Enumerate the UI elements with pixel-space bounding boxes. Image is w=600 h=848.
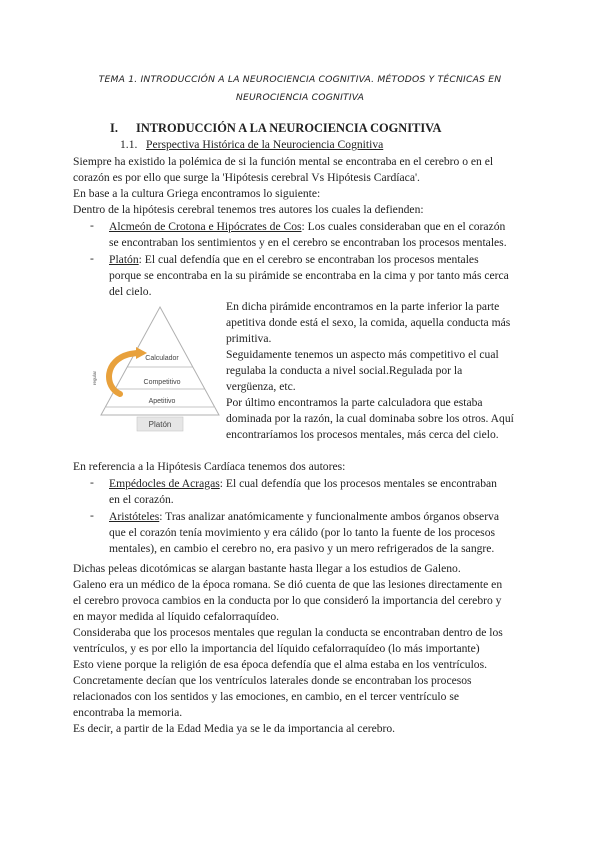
list-item-text: mentales), en cambio el cerebro no, era pasivo y un mero refrigerados de la sangre. [109, 542, 495, 555]
pyramid-text-line: Seguidamente tenemos un aspecto más competitivo el cual [226, 348, 499, 361]
galeno-line: Es decir, a partir de la Edad Media ya se le da importancia al cerebro. [73, 722, 396, 735]
list-bullet: - [90, 509, 94, 522]
level-label-competitivo: Competitivo [143, 379, 181, 386]
pyramid-text-line: apetitiva donde está el sexo, la comida, aquella conducta más [226, 316, 511, 329]
intro-line: Dentro de la hipótesis cerebral tenemos tres autores los cuales la defienden: [73, 203, 424, 216]
galeno-line: Esto viene porque la religión de esa época defendía que el alma estaba en los ventrículos. [73, 658, 487, 671]
title-line-1: TEMA 1. INTRODUCCIÓN A LA NEUROCIENCIA COGNITIVA. MÉTODOS Y TÉCNICAS EN [98, 74, 502, 85]
galeno-line: Galeno era un médico de la época romana. Se dió cuenta de que las lesiones directamente en [73, 578, 503, 591]
author-name: Aristóteles [109, 510, 160, 523]
list-item-text: que el corazón tenía movimiento y era cálido (por lo tanto la fuente de los procesos [109, 526, 496, 539]
level-label-calculador: Calculador [145, 355, 179, 362]
document-title [90, 71, 510, 107]
galeno-line: encontraba la memoria. [73, 706, 183, 719]
list-item-text: : Tras analizar anatómicamente y funcionalmente ambos órganos observa [159, 510, 500, 523]
diagram-caption: Platón [148, 420, 172, 429]
author-name: Empédocles de Acragas [109, 477, 220, 490]
list-item-text: en el corazón. [109, 493, 174, 506]
galeno-line: el cerebro provoca cambios en la conducta por lo que consideró la importancia del cerebro y [73, 594, 502, 607]
level-label-apetitivo: Apetitivo [148, 398, 176, 405]
pyramid-text-line: dominada por la razón, la cual dominaba sobre los otros. Aquí [226, 412, 514, 425]
title-line-2: NEUROCIENCIA COGNITIVA [235, 92, 365, 103]
list-bullet: - [90, 219, 94, 232]
list-item-text: : El cual defendía que en el cerebro se encontraban los procesos mentales [138, 253, 479, 266]
plato-pyramid-diagram [92, 303, 222, 433]
side-label: regular [92, 370, 97, 385]
intro-line: corazón es por ello que surge la 'Hipótesis cerebral Vs Hipótesis Cardíaca'. [73, 171, 420, 184]
author-name: Platón [109, 253, 139, 266]
list-item-text: se encontraban los sentimientos y en el cerebro se encontraban los procesos mentales. [109, 236, 507, 249]
pyramid-text-line: encontraríamos los procesos mentales, más cerca del cielo. [226, 428, 499, 441]
pyramid-text-line: En dicha pirámide encontramos en la parte inferior la parte [226, 300, 500, 313]
galeno-line: Dichas peleas dicotómicas se alargan bastante hasta llegar a los estudios de Galeno. [73, 562, 461, 575]
pyramid-text-line: primitiva. [226, 332, 272, 345]
cardiaca-intro: En referencia a la Hipótesis Cardíaca tenemos dos autores: [73, 460, 346, 473]
list-item-platon [109, 252, 479, 268]
galeno-line: Consideraba que los procesos mentales que regulan la conducta se encontraban dentro de los [73, 626, 503, 639]
pyramid-text-line: vergüenza, etc. [226, 380, 296, 393]
list-item-alcmeon [109, 219, 505, 235]
list-item-aristoteles [109, 509, 499, 525]
list-bullet: - [90, 476, 94, 489]
list-item-text: del cielo. [109, 285, 152, 298]
galeno-line: ventrículos, y es por ello la importancia del líquido cefalorraquídeo (lo más importante) [73, 642, 480, 655]
author-name: Alcmeón de Crotona e Hipócrates de Cos [109, 220, 302, 233]
pyramid-text-line: regulaba la conducta a nivel social.Regulada por la [226, 364, 463, 377]
section-number: I. [110, 121, 118, 135]
list-item-text: : Los cuales consideraban que en el corazón [301, 220, 506, 233]
galeno-line: relacionados con los sentidos y las emociones, en cambio, en el tercer ventrículo se [73, 690, 460, 703]
section-title: INTRODUCCIÓN A LA NEUROCIENCIA COGNITIVA [136, 121, 442, 135]
subsection-heading [120, 138, 384, 151]
galeno-line: en mayor medida al líquido cefalorraquídeo. [73, 610, 280, 623]
galeno-line: Concretamente decían que los ventrículos laterales donde se encontraban los procesos [73, 674, 472, 687]
list-item-text: : El cual defendía que los procesos mentales se encontraban [219, 477, 497, 490]
list-item-text: porque se encontraba en la su pirámide se encontraba en la cima y por tanto más cerca [109, 269, 509, 282]
list-item-empedocles [109, 476, 497, 492]
pyramid-text-line: Por último encontramos la parte calculadora que estaba [226, 396, 483, 409]
subsection-title: Perspectiva Histórica de la Neurociencia Cognitiva [146, 138, 384, 151]
intro-line: En base a la cultura Griega encontramos lo siguiente: [73, 187, 321, 200]
intro-line: Siempre ha existido la polémica de si la función mental se encontraba en el cerebro o en el [73, 155, 494, 168]
subsection-number: 1.1. [120, 138, 138, 151]
list-bullet: - [90, 252, 94, 265]
